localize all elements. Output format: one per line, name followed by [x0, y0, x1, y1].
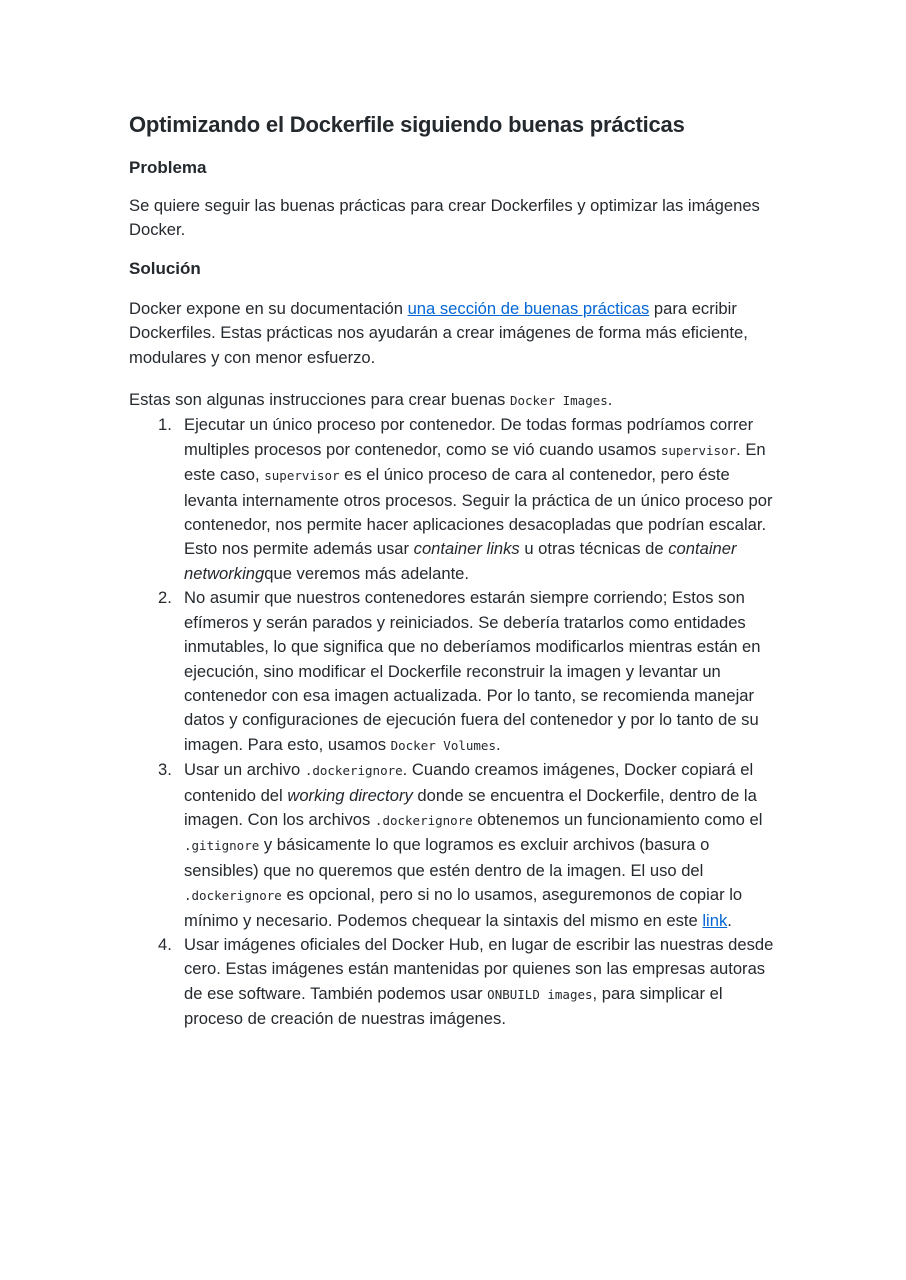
text: u otras técnicas de [519, 539, 669, 559]
inline-code: .dockerignore [304, 763, 403, 779]
paragraph-problema: Se quiere seguir las buenas prácticas para crear Dockerfiles y optimizar las imágenes Docker. [129, 196, 760, 240]
text: obtenemos un funcionamiento como el [472, 809, 763, 829]
text: No asumir que nuestros contenedores estarán siempre corriendo; Estos son efímeros y serán parados y reiniciados. Se debería tratarlos como entidades inmutables, lo que significa que no deberíamos modificarlos mientras están en ejecución, sino modificar el Dockerfile reconstruir la imagen y levantar un contenedor con esa imagen actualizada. Por lo tanto, se recomienda manejar datos y configuraciones de ejecución fuera del contenedor y por lo tanto de su imagen. Para esto, usamos [184, 588, 761, 754]
text: Ejecutar un único proceso por contenedor. De todas formas podríamos correr multiples procesos por contenedor, como se vió cuando usamos [184, 415, 754, 459]
dockerignore-syntax-link[interactable]: link [702, 910, 728, 930]
text: para ecribir Dockerfiles. Estas prácticas nos ayudarán a crear imágenes de forma más eficiente, modulares y con menor esfuerzo. [129, 298, 748, 367]
heading-problema: Problema [129, 158, 207, 177]
inline-code: supervisor [660, 442, 737, 458]
text: Estas son algunas instrucciones para crear buenas [129, 390, 510, 410]
text: Usar un archivo [184, 760, 305, 780]
text: Usar imágenes oficiales del Docker Hub, en lugar de escribir las nuestras desde cero. Estas imágenes están mantenidas por quienes son las empresas autoras de ese software. También podemos usar [184, 934, 774, 1003]
best-practices-link[interactable]: una sección de buenas prácticas [407, 298, 650, 318]
list-number: 1. [158, 415, 172, 435]
text: . En este caso, [184, 439, 766, 485]
text: . [727, 910, 732, 930]
inline-code: ONBUILD images [487, 986, 593, 1002]
list-number: 4. [158, 934, 172, 954]
list-item [129, 758, 779, 933]
heading-solucion: Solución [129, 258, 201, 278]
list-item [129, 933, 779, 1032]
text: . [495, 734, 501, 754]
page-title: Optimizando el Dockerfile siguiendo buenas prácticas [129, 112, 685, 137]
list-item [129, 413, 779, 586]
list-number: 3. [158, 760, 172, 780]
inline-code: supervisor [264, 468, 340, 484]
paragraph-solucion [129, 297, 779, 370]
text: Docker expone en su documentación [129, 298, 408, 318]
inline-code: .gitignore [184, 838, 260, 854]
text: donde se encuentra el Dockerfile, dentro de la imagen. Con los archivos [184, 785, 757, 829]
text: y básicamente lo que logramos es excluir archivos (basura o sensibles) que no queremos que estén dentro de la imagen. El uso del [184, 835, 710, 880]
inline-code: .dockerignore [184, 888, 282, 904]
paragraph-intro [129, 388, 779, 413]
emphasis: container links [413, 539, 520, 559]
practices-list [129, 413, 779, 1031]
inline-code: .dockerignore [374, 812, 473, 828]
document-page [129, 108, 779, 1032]
text: es opcional, pero si no lo usamos, aseguremonos de copiar lo mínimo y necesario. Podemos chequear la sintaxis del mismo en este [184, 885, 743, 930]
list-item [129, 586, 779, 758]
emphasis: container networking [184, 539, 737, 583]
emphasis: working directory [287, 785, 413, 805]
text: . Cuando creamos imágenes, Docker copiará el contenido del [184, 760, 754, 805]
text: , para simplicar el proceso de creación de nuestras imágenes. [184, 983, 723, 1029]
list-number: 2. [158, 588, 172, 608]
text: que veremos más adelante. [264, 563, 470, 583]
inline-code: Docker Volumes [390, 737, 496, 753]
text: . [607, 390, 613, 410]
text: es el único proceso de cara al contenedor, pero éste levanta internamente otros procesos. Seguir la práctica de un único proceso por contenedor, nos permite hacer aplicaciones desacopladas que podrían escalar. Esto nos permite además usar [184, 465, 773, 559]
inline-code: Docker Images [509, 393, 608, 409]
